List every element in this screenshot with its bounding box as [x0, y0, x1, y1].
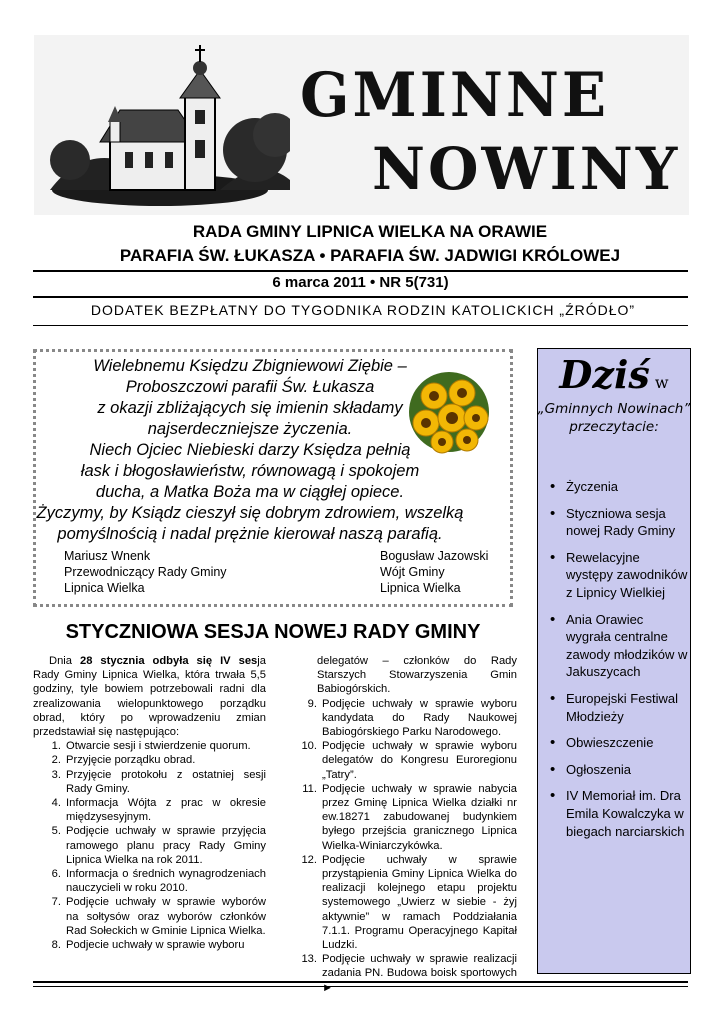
signature-name: Mariusz Wnenk	[64, 549, 151, 563]
agenda-item	[33, 938, 266, 952]
agenda-item	[297, 782, 517, 853]
sunflower-bouquet-image	[404, 368, 494, 456]
agenda-item	[33, 867, 266, 895]
contents-item: • Życzenia	[550, 478, 688, 496]
agenda-text: Podjęcie uchwały w sprawie wyboru delegatów do Kongresu Euroregionu „Tatry”.	[322, 740, 517, 781]
parish-names: PARAFIA ŚW. ŁUKASZA • PARAFIA ŚW. JADWIGI KRÓLOWEJ	[119, 246, 621, 265]
supplement-note: DODATEK BEZPŁATNY DO TYGODNIKA RODZIN KATOLICKICH „ŹRÓDŁO”	[90, 302, 636, 318]
contents-item: • IV Memoriał im. Dra Emila Kowalczyka w biegach narciarskich	[550, 787, 688, 840]
sidebar-subtitle-line1: „Gminnych Nowinach”	[537, 401, 691, 417]
signature-left	[64, 548, 227, 596]
signature-place: Lipnica Wielka	[380, 581, 461, 595]
agenda-number: 8.	[51, 939, 61, 952]
agenda-text: Podjęcie uchwały w sprawie przyjęcia ramowego planu pracy Rady Gminy Lipnica Wielka na rok 2011.	[66, 825, 266, 866]
greeting-line: łask i błogosławieństw, równowagą i spokojem	[80, 462, 420, 480]
agenda-number: 13.	[301, 953, 317, 966]
agenda-item	[33, 753, 266, 767]
greeting-line: Proboszczowi parafii Św. Łukasza	[125, 378, 375, 396]
intro-text: ja Rady Gminy Lipnica Wielka, która trwała 5,5 godziny, tyle bowiem potrzebowali radni dla zrealizowania wielopunktowego porządku obrad, który po wprowadzeniu zmian przedstawiał się następująco:	[33, 655, 266, 739]
header-rule-top	[33, 270, 688, 272]
contents-item: • Styczniowa sesja nowej Rady Gminy	[550, 505, 688, 540]
agenda-continuation: delegatów – członków do Rady Starszych Stowarzyszenia Gmin Babiogórskich.	[317, 655, 517, 696]
issue-date: 6 marca 2011 • NR 5(731)	[272, 274, 449, 291]
agenda-item	[33, 796, 266, 824]
sidebar-heading-w: w	[654, 373, 669, 392]
signature-right	[380, 548, 488, 596]
header-rule-thin	[33, 325, 688, 326]
agenda-number: 10.	[301, 740, 317, 753]
agenda-number: 1.	[51, 740, 61, 753]
article-column-right	[297, 654, 517, 995]
agenda-number: 9.	[307, 697, 317, 710]
agenda-text: Podjęcie uchwały w sprawie wyboru kandydata do Rady Naukowej Babiogórskiego Parku Narodowego.	[322, 697, 517, 739]
header-rule-bottom	[33, 296, 688, 298]
signature-name: Bogusław Jazowski	[380, 549, 489, 563]
masthead-title-line2: NOWINY	[372, 135, 681, 203]
contents-item: • Europejski Festiwal Młodzieży	[550, 690, 688, 725]
agenda-item	[33, 824, 266, 867]
agenda-number: 7.	[51, 896, 61, 909]
agenda-text: Informacja o średnich wynagrodzeniach nauczycieli w roku 2010.	[66, 868, 266, 895]
sidebar-subtitle-line2: przeczytacie:	[569, 419, 659, 435]
agenda-number: 5.	[51, 825, 61, 838]
agenda-number: 11.	[302, 782, 317, 795]
agenda-text: Podjęcie uchwały w sprawie przystąpienia Gminy Lipnica Wielka do realizacji kolejnego etapu projektu systemowego „Uwierz w siebie - żyj aktywnie” w ramach Poddziałania 7.1.1. Programu Operacyjnego Kapitał Ludzki.	[322, 853, 517, 952]
greeting-line: najserdeczniejsze życzenia.	[147, 420, 353, 438]
signature-role: Przewodniczący Rady Gminy	[64, 565, 227, 579]
greeting-line: Niech Ojciec Niebieski darzy Księdza pełnią	[89, 441, 411, 459]
agenda-text: Informacja Wójta z prac w okresie międzysesyjnym.	[66, 797, 266, 824]
greeting-line: pomyślnością i nadal prężnie kierował naszą parafią.	[57, 525, 443, 543]
greeting-line: Życzymy, by Ksiądz cieszył się dobrym zdrowiem, wszelką	[36, 504, 464, 522]
greeting-text	[36, 356, 464, 545]
contents-item: • Rewelacyjne występy zawodników z Lipnicy Wielkiej	[550, 549, 688, 602]
agenda-number: 3.	[51, 768, 61, 781]
agenda-text: Podjęcie uchwały w sprawie wyborów na sołtysów oraz wyborów członków Rad Sołeckich w Gminie Lipnica Wielka.	[66, 896, 266, 937]
agenda-text: Podjęcie uchwały w sprawie nabycia przez Gminę Lipnica Wielka działki nr ew.18271 zabudowanej budynkiem byłego przejścia granicznego Lipnica Wielka-Winiarczykówka.	[322, 782, 517, 852]
agenda-number: 12.	[301, 853, 317, 866]
agenda-number: 6.	[51, 868, 61, 881]
intro-text: Dnia	[49, 655, 80, 667]
signature-place: Lipnica Wielka	[64, 581, 145, 595]
sidebar-subtitle	[537, 400, 691, 436]
signature-role: Wójt Gminy	[380, 565, 445, 579]
greeting-line: Wielebnemu Księdzu Zbigniewowi Ziębie –	[93, 357, 407, 375]
agenda-text: Podjecie uchwały w sprawie wyboru	[66, 939, 245, 952]
footer-rule	[33, 981, 688, 987]
sidebar-heading-dzis: Dziś	[559, 352, 650, 397]
contents-item: • Ogłoszenia	[550, 761, 688, 779]
greeting-line: z okazji zbliżających się imienin składamy	[97, 399, 403, 417]
church-illustration	[50, 40, 290, 210]
agenda-text: Przyjęcie porządku obrad.	[66, 754, 196, 767]
article-title: STYCZNIOWA SESJA NOWEJ RADY GMINY	[65, 621, 481, 643]
greeting-line: ducha, a Matka Boża ma w ciągłej opiece.	[95, 483, 405, 501]
intro-bold: 28 stycznia odbyła się IV ses	[79, 655, 258, 667]
agenda-number: 2.	[51, 754, 61, 767]
agenda-text: Otwarcie sesji i stwierdzenie quorum.	[66, 740, 251, 753]
article-intro	[33, 654, 266, 739]
agenda-item	[297, 853, 517, 952]
agenda-text: Przyjęcie protokołu z ostatniej sesji Rady Gminy.	[66, 768, 266, 795]
article-column-left	[33, 654, 266, 952]
masthead-title-line1: GMINNE	[300, 59, 610, 131]
council-name: RADA GMINY LIPNICA WIELKA NA ORAWIE	[192, 222, 548, 241]
agenda-item	[33, 739, 266, 753]
contents-item: • Ania Orawiec wygrała centralne zawody młodzików w Jakuszycach	[550, 611, 688, 681]
agenda-item	[297, 952, 517, 995]
agenda-item	[297, 739, 517, 782]
agenda-text: Podjęcie uchwały w sprawie realizacji zadania PN. Budowa boisk sportowych ►	[322, 953, 517, 994]
agenda-number: 4.	[51, 797, 61, 810]
sidebar-heading	[537, 352, 691, 397]
agenda-item	[33, 895, 266, 938]
agenda-item	[33, 768, 266, 796]
contents-list	[550, 478, 688, 849]
contents-item: • Obwieszczenie	[550, 734, 688, 752]
agenda-item	[297, 697, 517, 740]
